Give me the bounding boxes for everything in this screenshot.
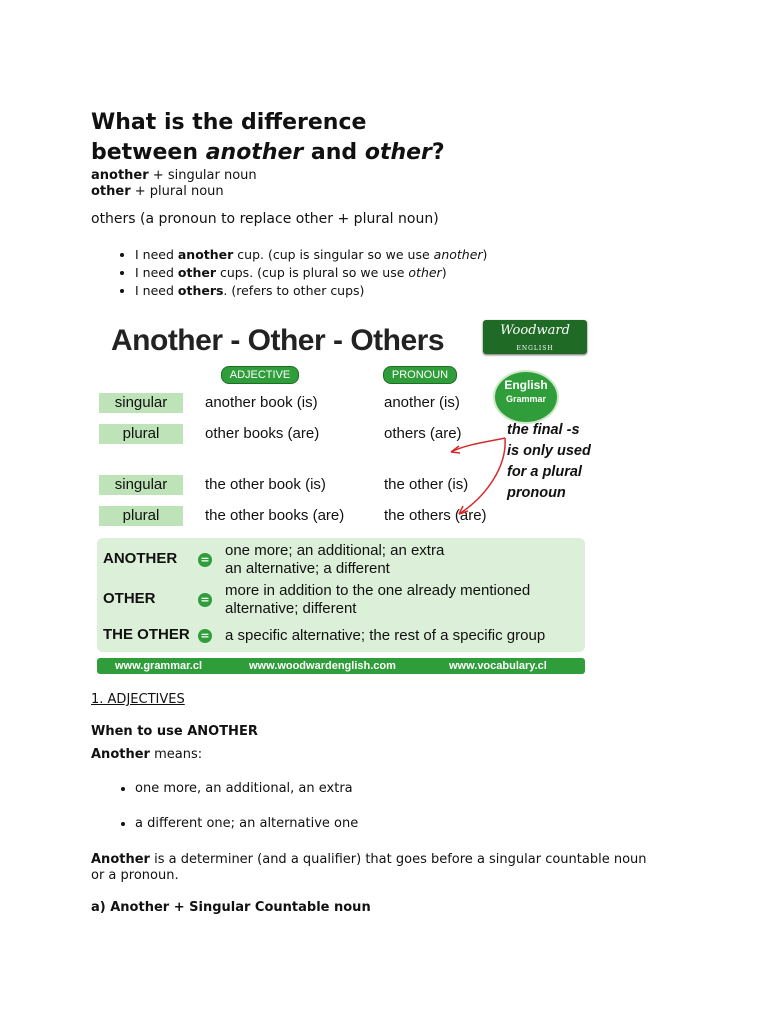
infographic-title: Another - Other - Others <box>111 324 445 357</box>
intro-line-another: another + singular noun <box>91 168 257 183</box>
means-list-2 <box>91 816 695 831</box>
list-item: • I need another cup. (cup is singular so we use another) <box>135 246 695 264</box>
equals-icon: = <box>198 553 212 567</box>
adjective-cell: the other books (are) <box>205 507 345 524</box>
list-item: • I need others. (refers to other cups) <box>135 282 695 300</box>
definition-the-other: a specific alternative; the rest of a specific group <box>225 627 546 644</box>
adjective-cell: another book (is) <box>205 394 318 411</box>
list-item: • a different one; an alternative one <box>135 816 695 831</box>
list-item: • I need other cups. (cup is plural so we use other) <box>135 264 695 282</box>
pronoun-cell: another (is) <box>384 394 460 411</box>
intro-line-other: other + plural noun <box>91 184 224 199</box>
subheading-when-another: When to use ANOTHER <box>91 724 258 739</box>
pronoun-cell: the others (are) <box>384 507 487 524</box>
row-label-singular: singular <box>99 475 183 495</box>
row-label-plural: plural <box>99 506 183 526</box>
equals-icon: = <box>198 593 212 607</box>
pronoun-cell: the other (is) <box>384 476 469 493</box>
adjective-cell: other books (are) <box>205 425 320 442</box>
equals-icon: = <box>198 629 212 643</box>
footer-link[interactable]: www.grammar.cl <box>115 660 203 672</box>
pronoun-tag: PRONOUN <box>383 366 457 384</box>
definition-other: more in addition to the one already mentioned alternative; different <box>225 582 531 617</box>
section-heading-adjectives: 1. ADJECTIVES <box>91 692 185 707</box>
term-the-other: THE OTHER <box>103 626 190 643</box>
definition-another: one more; an additional; an extra an alternative; a different <box>225 542 445 577</box>
woodward-logo: Woodward ENGLISH <box>483 320 587 354</box>
adjective-cell: the other book (is) <box>205 476 326 493</box>
english-grammar-badge: English Grammar <box>493 370 559 424</box>
adjective-tag: ADJECTIVE <box>221 366 299 384</box>
row-label-plural: plural <box>99 424 183 444</box>
intro-block <box>91 168 257 200</box>
footer-link[interactable]: www.woodwardenglish.com <box>249 660 396 672</box>
list-item: • one more, an additional, an extra <box>135 781 695 796</box>
subheading-another-singular: a) Another + Singular Countable noun <box>91 900 371 915</box>
term-other: OTHER <box>103 590 156 607</box>
term-another: ANOTHER <box>103 550 178 567</box>
grammar-infographic <box>97 318 593 678</box>
determiner-paragraph: Another is a determiner (and a qualifier) that goes before a singular countable noun or a pronoun. <box>91 852 647 883</box>
footer-link[interactable]: www.vocabulary.cl <box>449 660 547 672</box>
page-title: What is the difference between another and other? <box>91 110 445 165</box>
example-list <box>91 246 695 300</box>
means-line: Another means: <box>91 747 203 762</box>
footer-links-bar <box>97 658 585 674</box>
final-s-note: the final -s is only used for a plural pronoun <box>507 422 591 501</box>
definitions-box <box>97 538 585 652</box>
pronoun-cell: others (are) <box>384 425 462 442</box>
others-line: others (a pronoun to replace other + plural noun) <box>91 211 439 227</box>
red-arrow-icon <box>447 436 509 516</box>
means-list-1 <box>91 781 695 796</box>
row-label-singular: singular <box>99 393 183 413</box>
